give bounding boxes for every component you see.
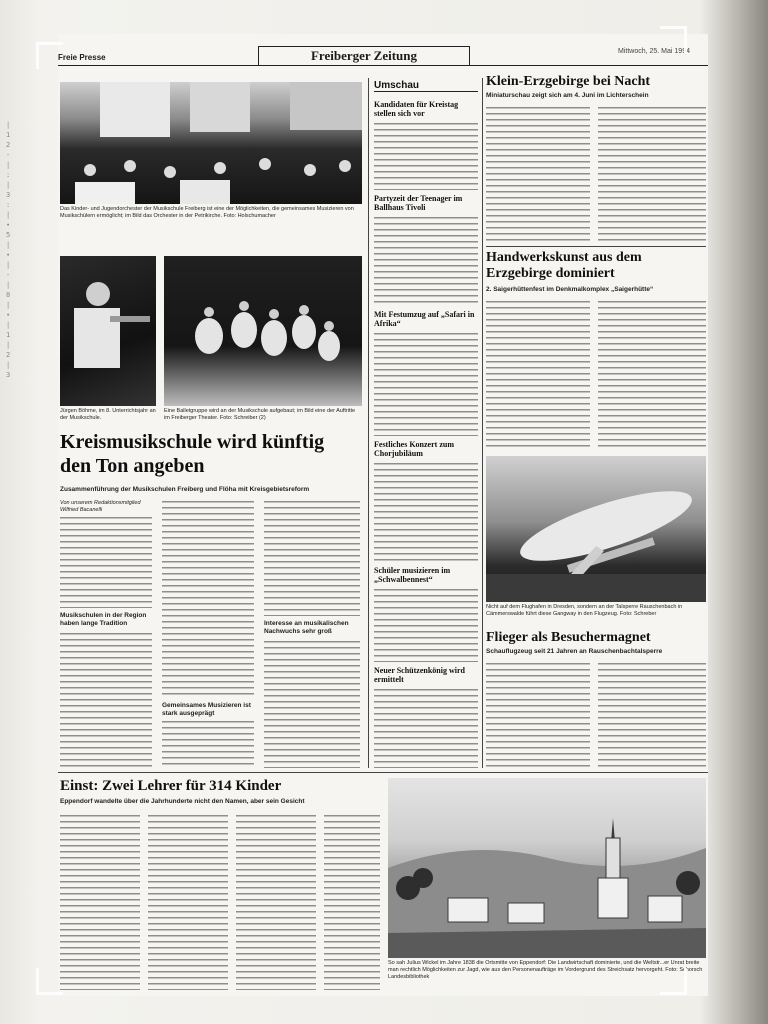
main-crosshead-2: Gemeinsames Musizieren ist stark ausgeprägt <box>162 702 251 717</box>
umschau-item-4-text <box>374 462 478 562</box>
flieger-headline: Flieger als Besuchermagnet <box>486 630 651 645</box>
umschau-item-4-title: Festliches Konzert zum Chorjubiläum <box>374 440 454 458</box>
umschau-item-2-text <box>374 216 478 306</box>
painting-shapes <box>388 778 706 958</box>
umschau-item-6-title: Neuer Schützenkönig wird ermittelt <box>374 666 465 684</box>
einst-text-col1 <box>60 814 140 990</box>
einst-text-col3 <box>236 814 316 990</box>
main-subhead: Zusammenführung der Musikschulen Freiberg und Flöha mit Kreisgebietsreform <box>60 486 310 493</box>
main-crosshead-3: Interesse an musikalischen Nachwuchs sehr groß <box>264 620 349 635</box>
umschau-item-5-title: Schüler musizieren im „Schwalbennest“ <box>374 566 451 584</box>
ballet-photo <box>164 256 362 406</box>
bottom-section-rule <box>58 772 708 773</box>
ballet-photo-shapes <box>164 256 362 406</box>
orchestra-caption: Das Kinder- und Jugendorchester der Musikschule Freiberg ist eine der Möglichkeiten, die gemeinsames Musizieren von Musikschülern ermöglicht; im Bild das Orchester in der Petrikirche. Foto: Holschumacher <box>60 206 354 219</box>
trumpet-caption: Jürgen Böhme, im 8. Unterrichtsjahr an der Musikschule. <box>60 408 156 421</box>
airplane-photo <box>486 456 706 602</box>
column-rule-1 <box>368 78 369 768</box>
crop-corner-top-left <box>36 42 63 69</box>
airplane-photo-shapes <box>486 456 706 602</box>
trumpet-photo-shapes <box>60 256 156 406</box>
night-bottom-rule <box>486 246 706 247</box>
umschau-item-2-title: Partyzeit der Teenager im Ballhaus Tivoli <box>374 194 463 212</box>
orchestra-photo-shapes <box>60 82 362 204</box>
umschau-item-6-text <box>374 688 478 768</box>
column-rule-2 <box>482 78 483 768</box>
painting-caption: So sah Julius Wickel im Jahre 1838 die Ortsmitte von Eppendorf: Die Landwirtschaft dominierte, und die Weltstr...er Unrat breite man rechtlich Möglichkeiten zur Jagd, wie aus den Personenaufträge im Vordergrund des Streichsatz hervorgeht. Foto: Schorsch Landesbibliothek <box>388 960 703 980</box>
flieger-subhead: Schauflugzeug seit 21 Jahren an Rauschenbachtalsperre <box>486 648 663 655</box>
crop-corner-bottom-left <box>36 968 63 995</box>
paper-name: Freie Presse <box>58 53 106 62</box>
night-headline: Klein-Erzgebirge bei Nacht <box>486 74 651 89</box>
flieger-text-col2 <box>598 662 706 768</box>
main-headline: Kreismusikschule wird künftig den Ton angeben <box>60 431 325 477</box>
einst-subhead: Eppendorf wandelte über die Jahrhunderte nicht den Namen, aber sein Gesicht <box>60 798 305 805</box>
main-byline: Von unserem Redaktionsmitglied Wilfried Bacanelli <box>60 500 141 513</box>
main-text-col3 <box>264 500 360 616</box>
airplane-caption: Nicht auf dem Flughafen in Dresden, sondern an der Talsperre Rauschenbach in Cämmerswalde führt diese Gangway in den Flugzeug. Foto: Schreber <box>486 604 683 617</box>
night-text-col2 <box>598 106 706 242</box>
ballet-caption: Eine Balletgruppe wird an der Musikschule aufgebaut; im Bild eine der Auftritte im Freiberger Theater. Foto: Schreiber (2) <box>164 408 356 421</box>
main-crosshead-1: Musikschulen in der Region haben lange Tradition <box>60 612 147 627</box>
craft-text-col2 <box>598 300 706 450</box>
main-text-col2b <box>162 720 254 768</box>
einst-text-col4 <box>324 814 380 990</box>
umschau-item-5-text <box>374 588 478 662</box>
main-text-col1b <box>60 632 152 768</box>
newspaper-page <box>58 34 708 996</box>
umschau-section-title: Umschau <box>374 80 478 92</box>
night-subhead: Miniaturschau zeigt sich am 4. Juni im Lichterschein <box>486 92 649 99</box>
crop-corner-top-right <box>660 26 687 53</box>
main-text-col1 <box>60 516 152 608</box>
craft-headline: Handwerkskunst aus dem Erzgebirge dominiert <box>486 250 642 281</box>
night-text-col1 <box>486 106 590 242</box>
umschau-item-1-title: Kandidaten für Kreistag stellen sich vor <box>374 100 459 118</box>
crop-corner-bottom-right <box>660 968 687 995</box>
scan-margin-marks: | 1 2 - | : | 3 : | ∙ 5 | ∙ | - | 8 | ∙ | 1 | 2 | 3 <box>6 121 11 379</box>
einst-headline: Einst: Zwei Lehrer für 314 Kinder <box>60 778 282 794</box>
masthead-rule <box>58 65 708 66</box>
umschau-item-3-text <box>374 332 478 436</box>
orchestra-photo <box>60 82 362 204</box>
umschau-item-1-text <box>374 122 478 190</box>
einst-text-col2 <box>148 814 228 990</box>
main-text-col2 <box>162 500 254 698</box>
section-masthead: Freiberger Zeitung <box>258 46 470 66</box>
issue-date: Mittwoch, 25. Mai 1994 <box>618 48 690 55</box>
flieger-text-col1 <box>486 662 590 768</box>
umschau-item-3-title: Mit Festumzug auf „Safari in Afrika“ <box>374 310 475 328</box>
eppendorf-painting <box>388 778 706 958</box>
craft-text-col1 <box>486 300 590 450</box>
craft-subhead: 2. Saigerhüttenfest im Denkmalkomplex „Saigerhütte“ <box>486 286 654 293</box>
main-text-col3b <box>264 640 360 768</box>
trumpet-photo <box>60 256 156 406</box>
